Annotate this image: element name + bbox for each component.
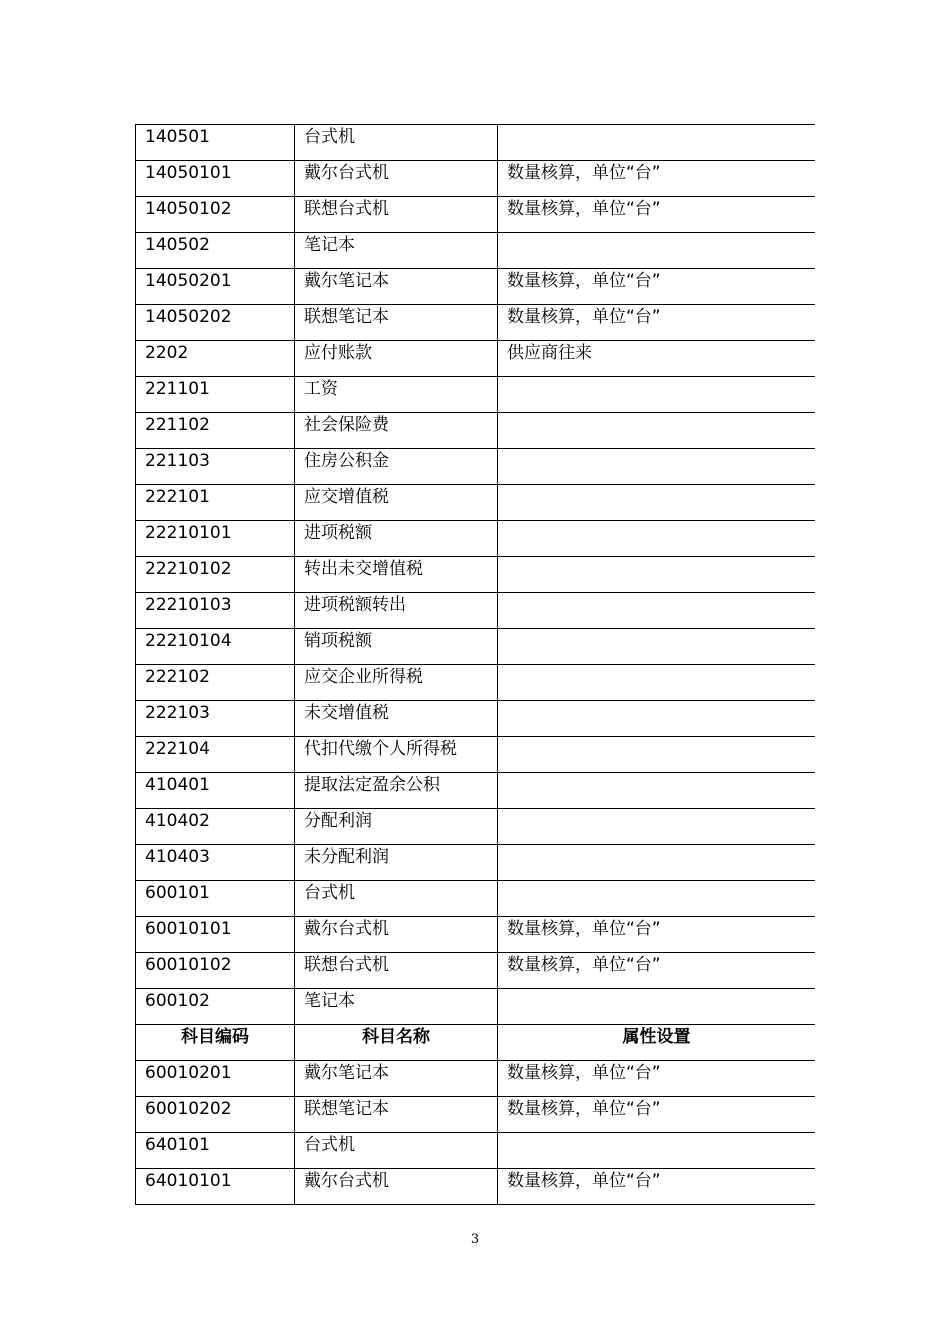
table-row: [136, 593, 816, 629]
cell-account-name: 应交增值税: [295, 485, 498, 521]
cell-attribute: 数量核算，单位“台”: [498, 161, 816, 197]
table-header-row: [136, 1025, 816, 1061]
cell-account-code: 22210101: [136, 521, 295, 557]
table-row: [136, 629, 816, 665]
cell-account-name: 戴尔笔记本: [295, 1061, 498, 1097]
cell-account-code: 600101: [136, 881, 295, 917]
cell-attribute: [498, 521, 816, 557]
cell-attribute: [498, 377, 816, 413]
table-row: [136, 953, 816, 989]
cell-attribute: [498, 881, 816, 917]
cell-account-code: 222101: [136, 485, 295, 521]
cell-attribute: 数量核算，单位“台”: [498, 197, 816, 233]
cell-account-name: 销项税额: [295, 629, 498, 665]
table-row: [136, 269, 816, 305]
cell-account-code: 22210103: [136, 593, 295, 629]
cell-account-name: 未分配利润: [295, 845, 498, 881]
cell-account-name: 分配利润: [295, 809, 498, 845]
cell-account-name: 联想台式机: [295, 197, 498, 233]
table-row: [136, 557, 816, 593]
cell-attribute: [498, 773, 816, 809]
cell-account-name: 提取法定盈余公积: [295, 773, 498, 809]
cell-account-name: 工资: [295, 377, 498, 413]
cell-attribute: 数量核算，单位“台”: [498, 305, 816, 341]
table-row: [136, 377, 816, 413]
table-row: [136, 989, 816, 1025]
cell-attribute: [498, 809, 816, 845]
table-row: [136, 773, 816, 809]
cell-account-name: 代扣代缴个人所得税: [295, 737, 498, 773]
header-cell-code: 科目编码: [136, 1025, 295, 1061]
cell-account-name: 未交增值税: [295, 701, 498, 737]
account-table-container: [135, 124, 815, 1213]
table-row: [136, 1097, 816, 1133]
cell-account-name: 戴尔台式机: [295, 1169, 498, 1205]
header-cell-attr: 属性设置: [498, 1025, 816, 1061]
table-row: [136, 449, 816, 485]
cell-attribute: 数量核算，单位“台”: [498, 917, 816, 953]
cell-account-name: 应交企业所得税: [295, 665, 498, 701]
cell-account-name: 台式机: [295, 1133, 498, 1169]
cell-account-name: 进项税额: [295, 521, 498, 557]
cell-attribute: [498, 485, 816, 521]
cell-account-name: 进项税额转出: [295, 593, 498, 629]
cell-account-name: 住房公积金: [295, 449, 498, 485]
table-row: [136, 917, 816, 953]
cell-account-code: 14050202: [136, 305, 295, 341]
cell-account-code: 410403: [136, 845, 295, 881]
cell-attribute: [498, 413, 816, 449]
cell-attribute: [498, 593, 816, 629]
cell-account-name: 社会保险费: [295, 413, 498, 449]
cell-account-name: 联想笔记本: [295, 305, 498, 341]
cell-account-name: 应付账款: [295, 341, 498, 377]
cell-account-code: 410401: [136, 773, 295, 809]
cell-account-name: 戴尔台式机: [295, 917, 498, 953]
cell-account-name: 转出未交增值税: [295, 557, 498, 593]
cell-attribute: [498, 737, 816, 773]
table-row: [136, 665, 816, 701]
cell-account-code: 22210102: [136, 557, 295, 593]
table-row: [136, 413, 816, 449]
cell-attribute: [498, 125, 816, 161]
cell-account-code: 640101: [136, 1133, 295, 1169]
cell-account-name: 戴尔笔记本: [295, 269, 498, 305]
cell-account-code: 140501: [136, 125, 295, 161]
cell-account-code: 22210104: [136, 629, 295, 665]
table-row: [136, 341, 816, 377]
cell-account-name: 台式机: [295, 881, 498, 917]
cell-account-code: 222102: [136, 665, 295, 701]
cell-account-name: 笔记本: [295, 233, 498, 269]
table-row: [136, 485, 816, 521]
table-row: [136, 1061, 816, 1097]
cell-account-code: 60010102: [136, 953, 295, 989]
table-row: [136, 197, 816, 233]
cell-account-name: 戴尔台式机: [295, 161, 498, 197]
cell-attribute: [498, 233, 816, 269]
cell-account-code: 140502: [136, 233, 295, 269]
cell-account-code: 64010101: [136, 1169, 295, 1205]
cell-account-code: 410402: [136, 809, 295, 845]
table-row: [136, 1133, 816, 1169]
cell-account-name: 联想笔记本: [295, 1097, 498, 1133]
cell-attribute: 数量核算，单位“台”: [498, 1169, 816, 1205]
table-row: [136, 521, 816, 557]
table-row: [136, 845, 816, 881]
cell-account-name: 笔记本: [295, 989, 498, 1025]
cell-account-code: 600102: [136, 989, 295, 1025]
table-row: [136, 161, 816, 197]
table-row: [136, 701, 816, 737]
cell-attribute: [498, 449, 816, 485]
cell-account-code: 222104: [136, 737, 295, 773]
cell-account-code: 221103: [136, 449, 295, 485]
header-cell-name: 科目名称: [295, 1025, 498, 1061]
cell-attribute: [498, 989, 816, 1025]
table-row: [136, 737, 816, 773]
cell-account-name: 台式机: [295, 125, 498, 161]
cell-account-code: 60010201: [136, 1061, 295, 1097]
cell-attribute: 数量核算，单位“台”: [498, 1097, 816, 1133]
table-row: [136, 881, 816, 917]
account-table: [135, 124, 815, 1205]
cell-attribute: 数量核算，单位“台”: [498, 1061, 816, 1097]
table-row: [136, 305, 816, 341]
table-row: [136, 233, 816, 269]
cell-attribute: 数量核算，单位“台”: [498, 269, 816, 305]
cell-attribute: [498, 557, 816, 593]
account-table-body: [136, 125, 816, 1205]
cell-attribute: [498, 629, 816, 665]
cell-account-code: 14050201: [136, 269, 295, 305]
cell-account-code: 2202: [136, 341, 295, 377]
cell-account-code: 221101: [136, 377, 295, 413]
cell-attribute: [498, 665, 816, 701]
cell-account-code: 222103: [136, 701, 295, 737]
cell-account-code: 14050101: [136, 161, 295, 197]
page-number: 3: [470, 1232, 480, 1247]
cell-account-code: 14050102: [136, 197, 295, 233]
cell-attribute: [498, 701, 816, 737]
cell-account-code: 221102: [136, 413, 295, 449]
table-row: [136, 125, 816, 161]
cell-attribute: [498, 845, 816, 881]
cell-account-code: 60010101: [136, 917, 295, 953]
cell-attribute: 供应商往来: [498, 341, 816, 377]
cell-account-code: 60010202: [136, 1097, 295, 1133]
cell-attribute: [498, 1133, 816, 1169]
cell-account-name: 联想台式机: [295, 953, 498, 989]
table-row: [136, 1169, 816, 1205]
table-row: [136, 809, 816, 845]
cell-attribute: 数量核算，单位“台”: [498, 953, 816, 989]
